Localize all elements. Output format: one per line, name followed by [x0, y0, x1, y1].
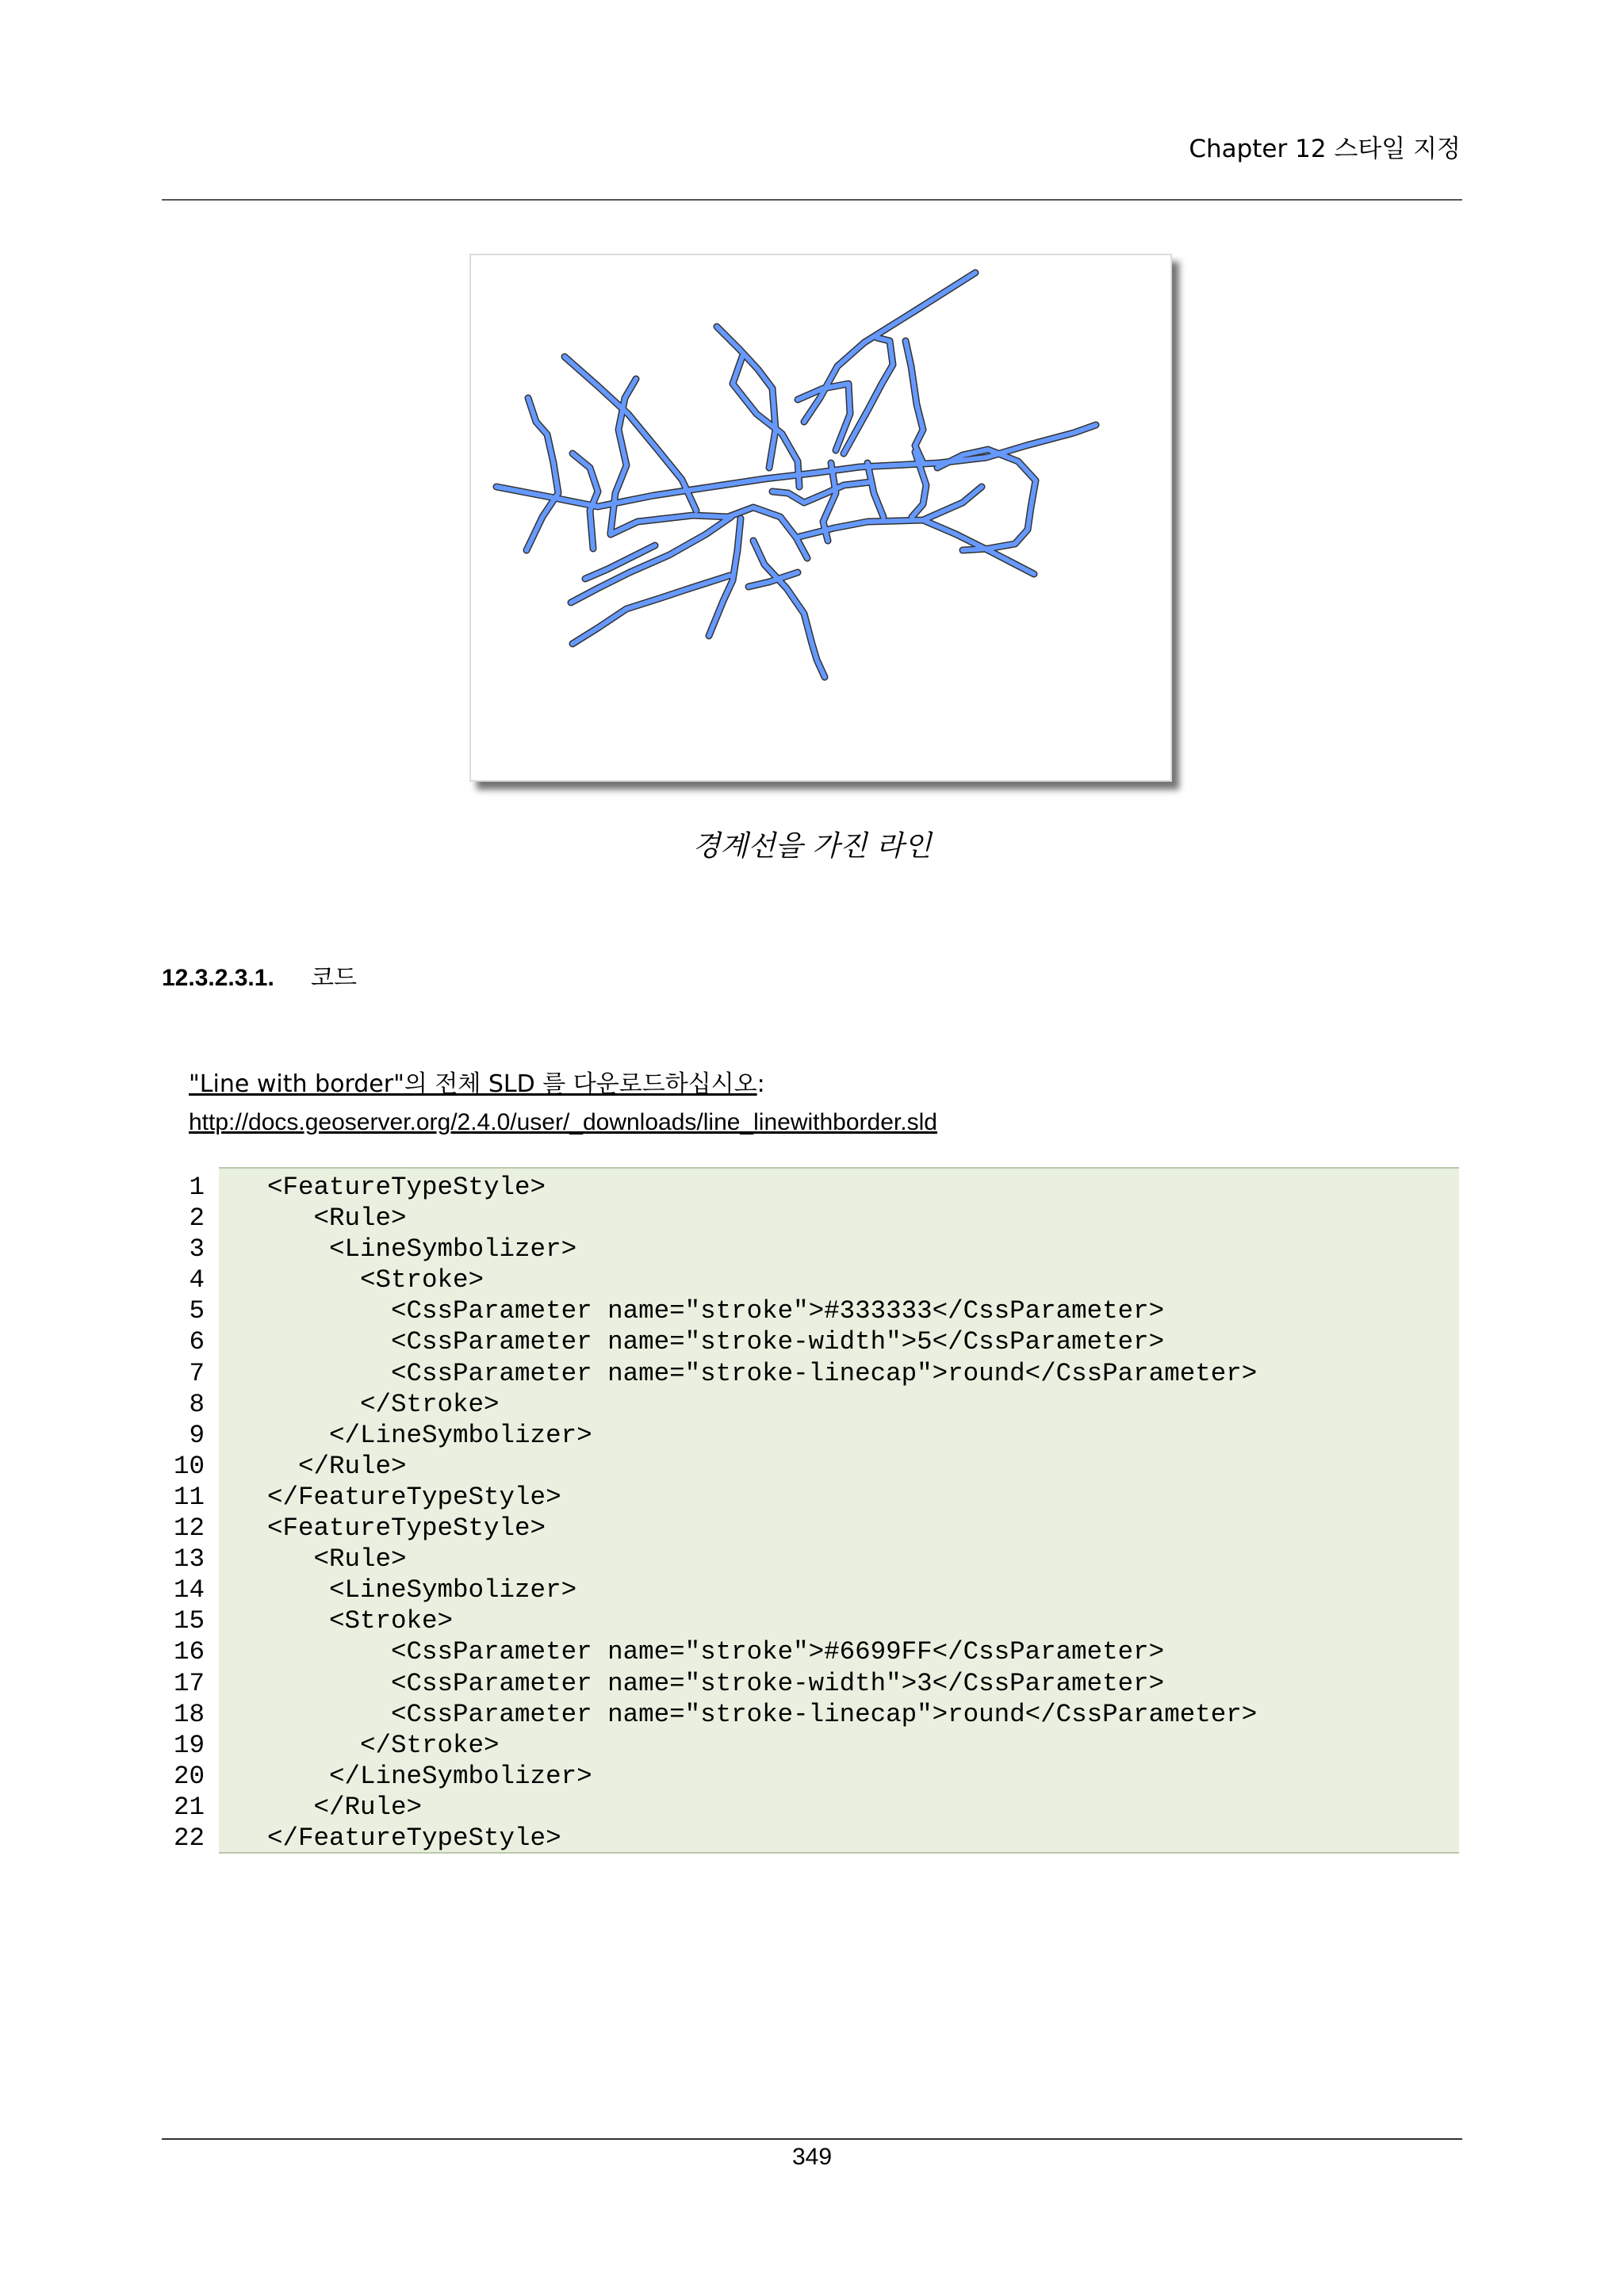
section-title: 코드 — [311, 964, 357, 992]
footer-divider — [162, 2138, 1462, 2140]
code-line — [162, 1295, 1459, 1326]
code-line — [162, 1420, 1459, 1451]
line-number: 1 — [189, 1173, 205, 1202]
code-text: <CssParameter name="stroke-linecap">round</CssParameter> — [236, 1699, 1258, 1729]
code-text: <CssParameter name="stroke-linecap">round</CssParameter> — [236, 1358, 1258, 1388]
code-line — [162, 1389, 1459, 1420]
line-map-figure — [469, 254, 1172, 782]
code-text: <Stroke> — [236, 1265, 485, 1295]
line-number: 2 — [189, 1203, 205, 1234]
line-number: 8 — [189, 1389, 205, 1419]
line-number: 18 — [173, 1699, 205, 1729]
line-number: 15 — [173, 1606, 205, 1636]
code-line — [162, 1544, 1459, 1575]
code-line — [162, 1668, 1459, 1699]
code-text: <FeatureTypeStyle> — [236, 1173, 546, 1202]
line-fill-stroke — [496, 479, 764, 507]
line-number: 16 — [173, 1637, 205, 1667]
code-line — [162, 1482, 1459, 1513]
code-text: <CssParameter name="stroke-width">5</CssParameter> — [236, 1327, 1165, 1357]
line-fill-stroke — [753, 541, 825, 677]
line-number: 13 — [173, 1544, 205, 1575]
line-number: 22 — [173, 1823, 205, 1853]
line-number: 14 — [173, 1575, 205, 1605]
line-number: 6 — [189, 1327, 205, 1357]
download-url-link[interactable]: http://docs.geoserver.org/2.4.0/user/_downloads/line_linewithborder.sld — [189, 1109, 937, 1135]
code-text: </Stroke> — [236, 1730, 500, 1760]
code-text: <Stroke> — [236, 1606, 454, 1636]
code-line — [162, 1326, 1459, 1357]
line-border-stroke — [565, 357, 696, 511]
code-text: </Rule> — [236, 1792, 423, 1822]
code-line — [162, 1792, 1459, 1823]
line-number: 19 — [173, 1730, 205, 1760]
code-line — [162, 1234, 1459, 1265]
line-number: 4 — [189, 1265, 205, 1295]
line-number: 12 — [173, 1513, 205, 1544]
code-line — [162, 1575, 1459, 1605]
code-line — [162, 1203, 1459, 1234]
code-line — [162, 1172, 1459, 1203]
code-line — [162, 1358, 1459, 1389]
code-line — [162, 1761, 1459, 1792]
download-suffix: : — [756, 1070, 765, 1098]
code-text: </Rule> — [236, 1451, 407, 1481]
line-number: 5 — [189, 1296, 205, 1326]
section-number: 12.3.2.3.1. — [162, 965, 274, 991]
code-text: <LineSymbolizer> — [236, 1575, 577, 1605]
code-text: </LineSymbolizer> — [236, 1761, 592, 1791]
line-fill-stroke — [565, 357, 696, 511]
download-link[interactable]: "Line with border"의 전체 SLD 를 다운로드하십시오 — [189, 1070, 757, 1098]
code-line — [162, 1730, 1459, 1761]
code-text: </FeatureTypeStyle> — [236, 1823, 561, 1853]
code-line — [162, 1699, 1459, 1730]
line-fill-stroke — [906, 341, 923, 463]
line-number: 11 — [173, 1482, 205, 1512]
line-network-illustration — [471, 255, 1167, 777]
code-line — [162, 1636, 1459, 1667]
line-number: 7 — [189, 1358, 205, 1388]
code-lines — [162, 1172, 1459, 1854]
line-number: 17 — [173, 1668, 205, 1698]
code-text: <CssParameter name="stroke-width">3</CssParameter> — [236, 1668, 1165, 1698]
header-divider — [162, 199, 1462, 201]
line-number: 9 — [189, 1420, 205, 1450]
line-number: 21 — [173, 1792, 205, 1822]
code-text: </LineSymbolizer> — [236, 1420, 592, 1450]
code-text: </FeatureTypeStyle> — [236, 1482, 561, 1512]
line-number: 20 — [173, 1761, 205, 1791]
line-number: 3 — [189, 1234, 205, 1265]
code-text: </Stroke> — [236, 1389, 500, 1419]
figure-caption: 경계선을 가진 라인 — [692, 830, 932, 863]
line-number: 10 — [173, 1451, 205, 1481]
code-block — [162, 1167, 1459, 1853]
code-text: <CssParameter name="stroke">#333333</CssParameter> — [236, 1296, 1165, 1326]
code-line — [162, 1451, 1459, 1482]
code-line — [162, 1265, 1459, 1295]
section-heading — [162, 962, 357, 994]
code-line — [162, 1513, 1459, 1544]
download-instruction — [189, 1069, 765, 1100]
running-header: Chapter 12 스타일 지정 — [1189, 135, 1461, 163]
code-text: <CssParameter name="stroke">#6699FF</CssParameter> — [236, 1637, 1165, 1667]
code-line — [162, 1605, 1459, 1636]
code-text: <FeatureTypeStyle> — [236, 1513, 546, 1544]
line-fill-stroke — [527, 398, 558, 550]
code-text: <LineSymbolizer> — [236, 1234, 577, 1265]
code-text: <Rule> — [236, 1203, 407, 1234]
code-line — [162, 1823, 1459, 1854]
code-text: <Rule> — [236, 1544, 407, 1575]
page-number: 349 — [791, 2144, 833, 2170]
